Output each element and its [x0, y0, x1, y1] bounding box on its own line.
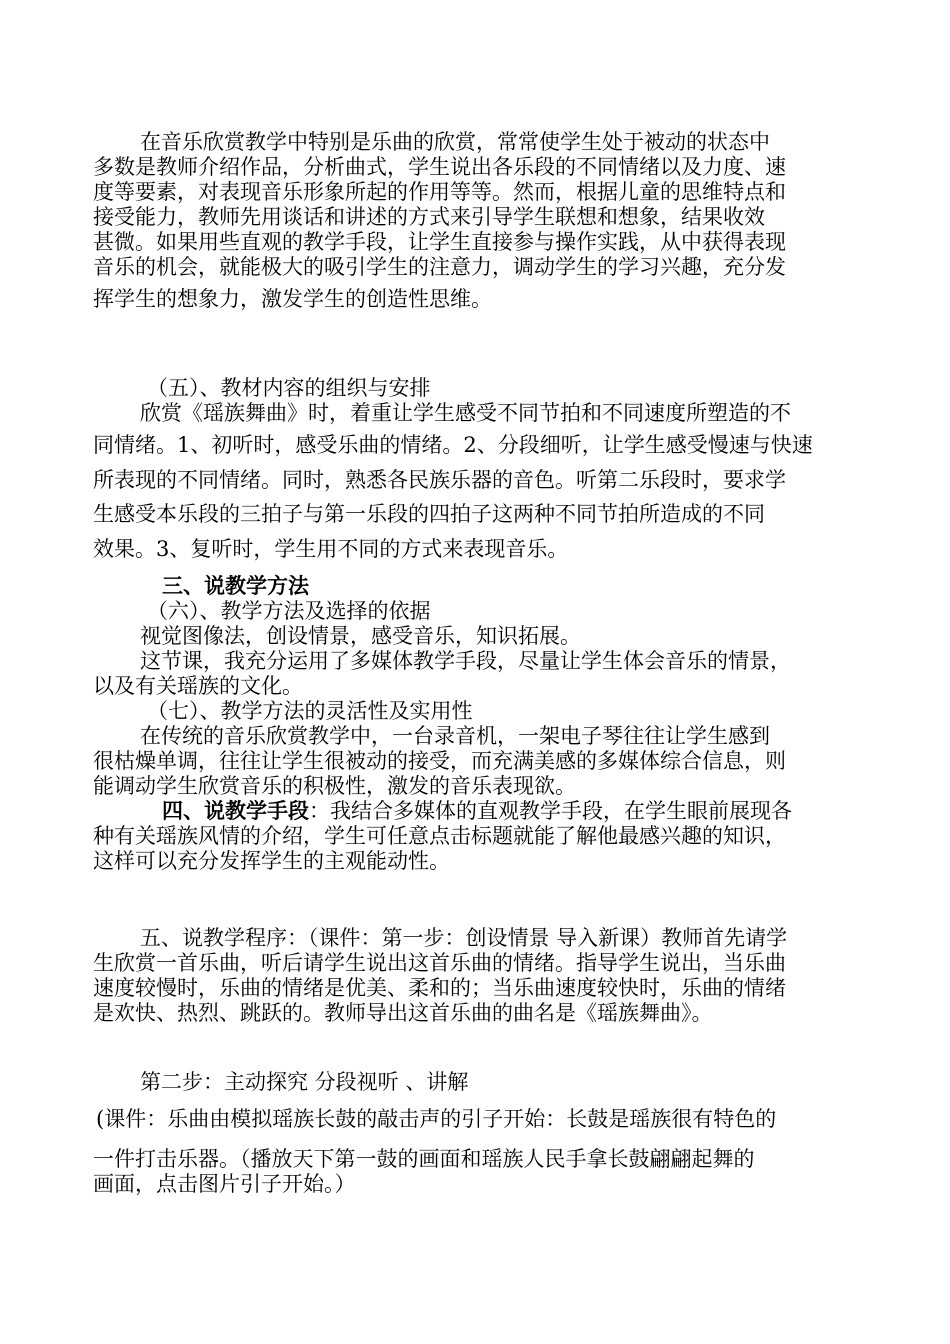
paragraph-1-line: 度等要素，对表现音乐形象所起的作用等等。然而，根据儿童的思维特点和	[93, 180, 786, 204]
section-7-line: 在传统的音乐欣赏教学中，一台录音机，一架电子琴往往让学生感到	[140, 724, 770, 748]
section-4-heading-rest: ：我结合多媒体的直观教学手段，在学生眼前展现各	[309, 799, 792, 823]
section-5-procedure-line: 速度较慢时，乐曲的情绪是优美、柔和的；当乐曲速度较快时，乐曲的情绪	[93, 976, 786, 1000]
section-4-heading: 四、说教学手段	[162, 798, 309, 823]
section-6-line: 这节课，我充分运用了多媒体教学手段，尽量让学生体会音乐的情景，	[140, 649, 791, 673]
section-6-line: 以及有关瑶族的文化。	[93, 674, 303, 698]
step-2-line: (课件：乐曲由模拟瑶族长鼓的敲击声的引子开始：长鼓是瑶族很有特色的	[96, 1107, 777, 1131]
paragraph-1-line: 音乐的机会，就能极大的吸引学生的注意力，调动学生的学习兴趣，充分发	[93, 255, 786, 279]
step-2-heading: 第二步：主动探究 分段视听 、讲解	[140, 1070, 469, 1094]
section-3-heading: 三、说教学方法	[162, 573, 309, 598]
section-6-line: 视觉图像法，创设情景，感受音乐，知识拓展。	[140, 624, 581, 648]
step-2-line: 一件打击乐器。（播放天下第一鼓的画面和瑶族人民手拿长鼓翩翩起舞的	[93, 1147, 755, 1171]
section-5-heading: （五）、教材内容的组织与安排	[147, 376, 431, 400]
section-7-line: 很枯燥单调，往往让学生很被动的接受，而充满美感的多媒体综合信息，则	[93, 749, 786, 773]
section-4-line: 这样可以充分发挥学生的主观能动性。	[93, 849, 450, 873]
paragraph-1-line: 挥学生的想象力，激发学生的创造性思维。	[93, 287, 492, 311]
section-5-line: 效果。3、复听时，学生用不同的方式来表现音乐。	[93, 537, 569, 561]
section-5-procedure-line: 生欣赏一首乐曲，听后请学生说出这首乐曲的情绪。指导学生说出，当乐曲	[93, 951, 786, 975]
paragraph-1-line: 多数是教师介绍作品，分析曲式，学生说出各乐段的不同情绪以及力度、速	[93, 155, 786, 179]
section-4-first-line	[162, 797, 792, 825]
section-5-line: 同情绪。1、初听时，感受乐曲的情绪。2、分段细听，让学生感受慢速与快速	[93, 433, 813, 457]
section-7-line: 能调动学生欣赏音乐的积极性，激发的音乐表现欲。	[93, 774, 576, 798]
paragraph-1-line: 在音乐欣赏教学中特别是乐曲的欣赏，常常使学生处于被动的状态中	[140, 130, 770, 154]
section-5-procedure-line: 是欢快、热烈、跳跃的。教师导出这首乐曲的曲名是《瑶族舞曲》。	[93, 1001, 713, 1025]
paragraph-1-line: 甚微。如果用些直观的教学手段，让学生直接参与操作实践，从中获得表现	[93, 230, 786, 254]
section-4-line: 种有关瑶族风情的介绍，学生可任意点击标题就能了解他最感兴趣的知识，	[93, 824, 786, 848]
section-7-heading: （七）、教学方法的灵活性及实用性	[147, 699, 473, 723]
section-5-line: 生感受本乐段的三拍子与第一乐段的四拍子这两种不同节拍所造成的不同	[93, 502, 765, 526]
step-2-line: 画面，点击图片引子开始。）	[93, 1172, 356, 1196]
section-5-line: 所表现的不同情绪。同时，熟悉各民族乐器的音色。听第二乐段时，要求学	[93, 468, 786, 492]
section-6-heading: （六）、教学方法及选择的依据	[147, 599, 431, 623]
section-5-procedure-line: 五、说教学程序：（课件：第一步：创设情景 导入新课）教师首先请学	[140, 926, 788, 950]
section-5-line: 欣赏《瑶族舞曲》时，着重让学生感受不同节拍和不同速度所塑造的不	[140, 401, 791, 425]
paragraph-1-line: 接受能力，教师先用谈话和讲述的方式来引导学生联想和想象，结果收效	[93, 205, 765, 229]
